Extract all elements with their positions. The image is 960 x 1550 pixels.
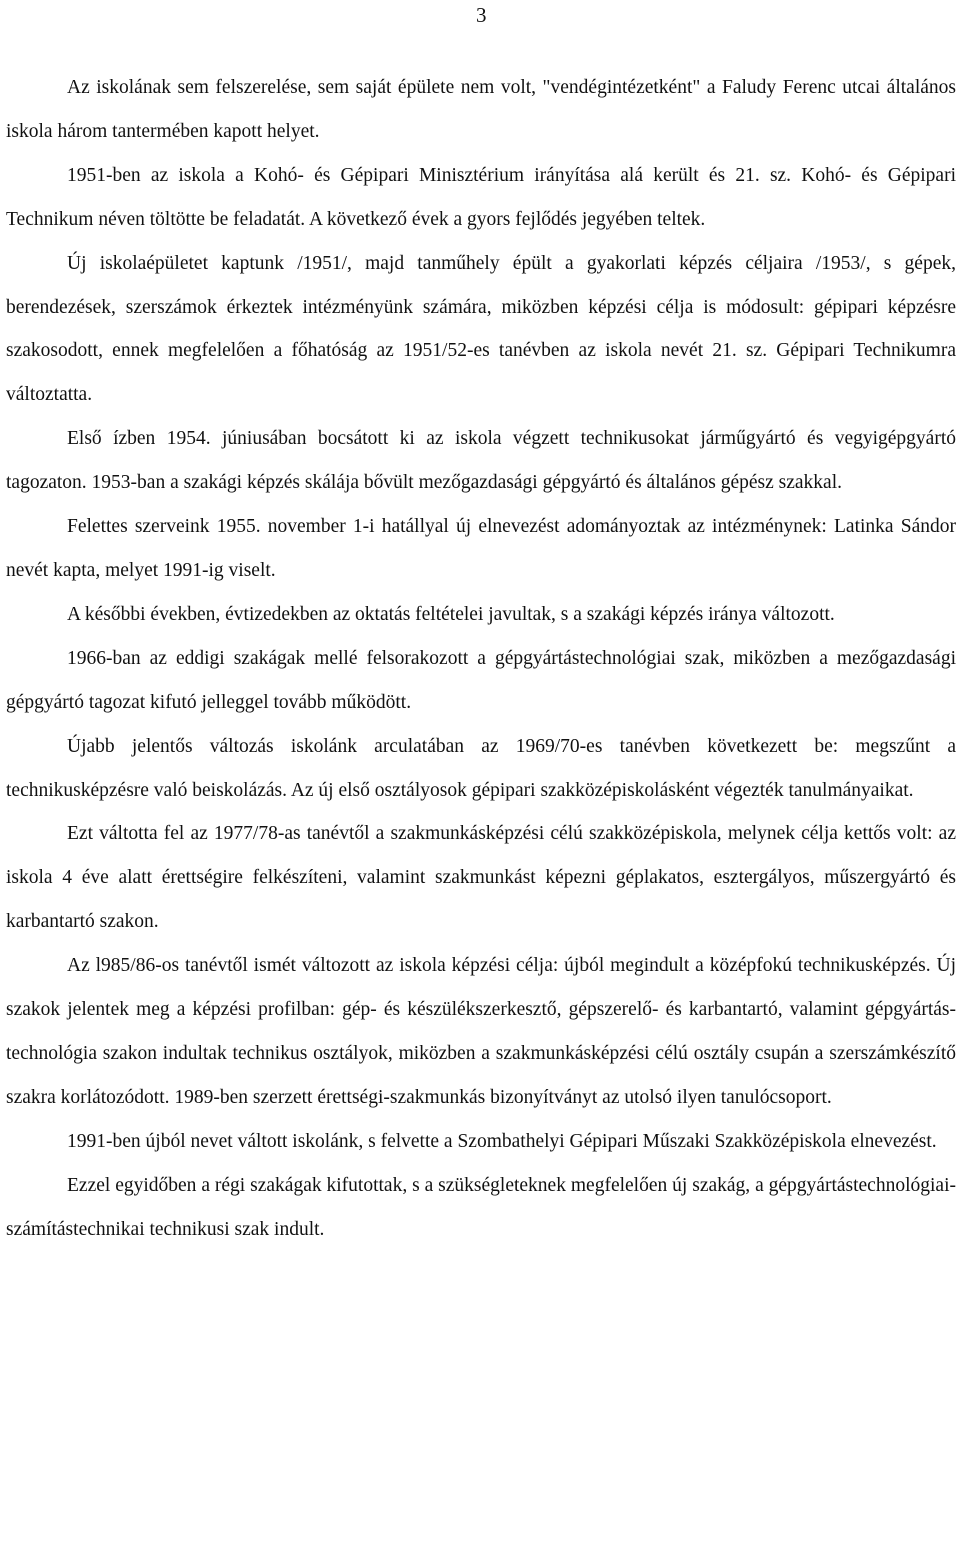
paragraph-2: 1951-ben az iskola a Kohó- és Gépipari Minisztérium irányítása alá került és 21. sz. Kohó- és Gépipari Technikum néven töltötte be feladatát. A következő évek a gyors fejlődés jegyében teltek. <box>6 164 956 230</box>
paragraph-3: Új iskolaépületet kaptunk /1951/, majd tanműhely épült a gyakorlati képzés céljaira /1953/, s gépek, berendezések, szerszámok érkeztek intézményünk számára, miközben képzési célja is módosult: gépipari képzésre szakosodott, ennek megfelelően a főhatóság az 1951/52-es tanévben az iskola nevét 21. sz. Gépipari Technikumra változtatta. <box>6 252 956 406</box>
paragraph-10: Az l985/86-os tanévtől ismét változott az iskola képzési célja: újból megindult a középfokú technikusképzés. Új szakok jelentek meg a képzési profilban: gép- és készülékszerkesztő, gépszerelő- és karbantartó, valamint gépgyártás-technológia szakon indultak technikus osztályok, miközben a szakmunkásképzési célú osztály csupán a szerszámkészítő szakra korlátozódott. 1989-ben szerzett érettségi-szakmunkás bizonyítványt az utolsó ilyen tanulócsoport. <box>6 955 956 1108</box>
paragraph-4: Első ízben 1954. júniusában bocsátott ki az iskola végzett technikusokat járműgyártó és vegyigépgyártó tagozaton. 1953-ban a szakági képzés skálája bővült mezőgazdasági gépgyártó és általános gépész szakkal. <box>6 428 956 494</box>
paragraph-7: 1966-ban az eddigi szakágak mellé felsorakozott a gépgyártástechnológiai szak, miközben a mezőgazdasági gépgyártó tagozat kifutó jelleggel tovább működött. <box>6 647 956 713</box>
page-number: 3 <box>476 3 487 27</box>
paragraph-6: A későbbi években, évtizedekben az oktatás feltételei javultak, s a szakági képzés iránya változott. <box>67 603 835 625</box>
paragraph-1: Az iskolának sem felszerelése, sem saját épülete nem volt, "vendégintézetként" a Faludy Ferenc utcai általános iskola három tantermében kapott helyet. <box>6 77 956 142</box>
document-body <box>6 66 956 1251</box>
paragraph-12: Ezzel egyidőben a régi szakágak kifutottak, s a szükségleteknek megfelelően új szakág, a gépgyártástechnológiai-számítástechnikai technikusi szak indult. <box>6 1174 956 1240</box>
paragraph-9: Ezt váltotta fel az 1977/78-as tanévtől a szakmunkásképzési célú szakközépiskola, melynek célja kettős volt: az iskola 4 éve alatt érettségire felkészíteni, valamint szakmunkást képezni géplakatos, esztergályos, műszergyártó és karbantartó szakon. <box>6 823 956 933</box>
paragraph-5: Felettes szerveink 1955. november 1-i hatállyal új elnevezést adományoztak az intézménynek: Latinka Sándor nevét kapta, melyet 1991-ig viselt. <box>6 516 956 581</box>
paragraph-11: 1991-ben újból nevet váltott iskolánk, s felvette a Szombathelyi Gépipari Műszaki Szakközépiskola elnevezést. <box>67 1130 937 1152</box>
paragraph-8: Újabb jelentős változás iskolánk arculatában az 1969/70-es tanévben következett be: megszűnt a technikusképzésre való beiskolázás. Az új első osztályosok gépipari szakközépiskolásként végezték tanulmányaikat. <box>6 735 956 801</box>
